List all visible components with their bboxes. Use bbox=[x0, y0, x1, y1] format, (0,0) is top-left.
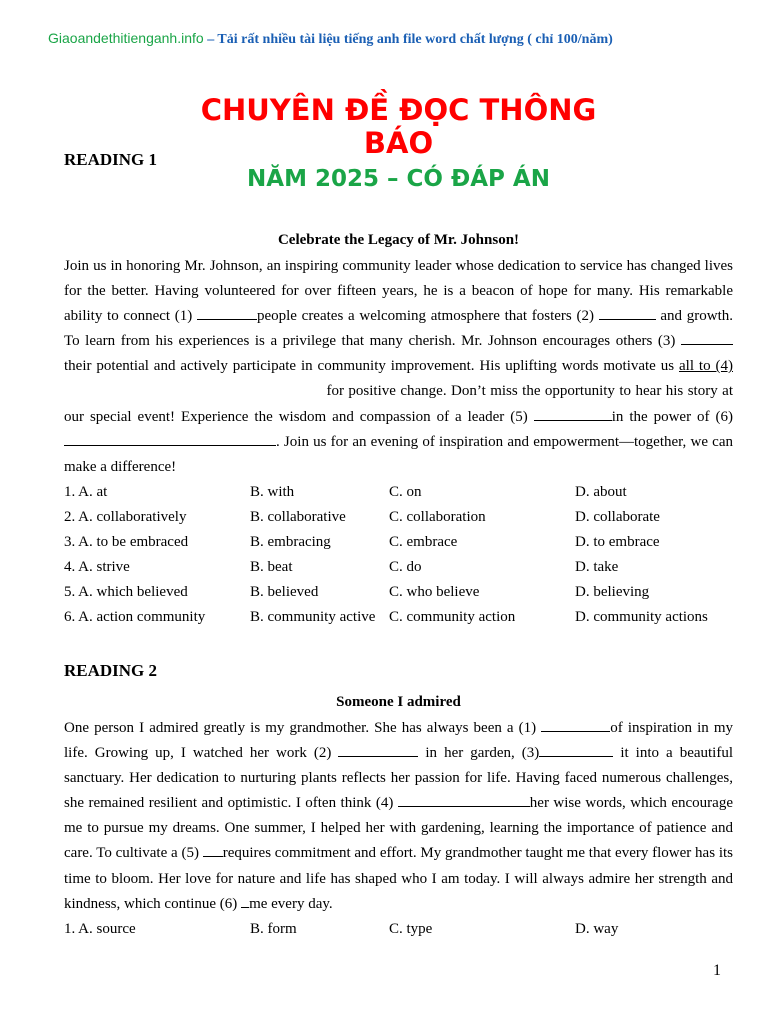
option-row: 1. A. at B. with C. on D. about bbox=[64, 483, 627, 500]
blank-3 bbox=[681, 330, 733, 345]
reading-2-label: READING 2 bbox=[64, 661, 158, 680]
option-row: 2. A. collaboratively B. collaborative C. collaboration D. collaborate bbox=[64, 508, 660, 525]
reading-2-passage: One person I admired greatly is my grandmother. She has always been a (1) of inspiration in my life. Growing up, I watched her work (2) in her garden, (3) it into a beautiful sanctuary. Her dedication to nurturing plants reflects her passion for life. Having faced numerous challenges, she remained resilient and optimistic. I often think (4) her wise words, which encourage me to pursue my dreams. One summer, I helped her with gardening, learning the importance of patience and care. To cultivate a (5) requires commitment and effort. My grandmother taught me that every flower has its time to bloom. Her love for nature and life has shaped who I am today. I will always admire her strength and kindness, which continue (6) me every day. bbox=[64, 716, 733, 917]
blank-1 bbox=[541, 717, 610, 732]
blank-2 bbox=[599, 305, 656, 320]
option-row: 5. A. which believed B. believed C. who believe D. believing bbox=[64, 584, 650, 601]
blank-1 bbox=[197, 305, 257, 320]
reading-1-passage: Join us in honoring Mr. Johnson, an inspiring community leader whose dedication to service has changed lives for the better. Having volunteered for over fifteen years, he is a beacon of hope for many. His remarkable ability to connect (1) people creates a welcoming atmosphere that fosters (2) and growth. To learn from his experiences is a privilege that many cherish. Mr. Johnson encourages others (3) their potential and actively participate in community improvement. His uplifting words motivate us all to (4) for positive change. Don’t miss the opportunity to hear his story at our special event! Experience the wisdom and compassion of a leader (5) in the power of (6) . Join us for an evening of inspiration and empowerment—together, we can make a difference! bbox=[64, 258, 733, 475]
page-header bbox=[48, 30, 613, 48]
option-row: 1. A. source B. form C. type D. way bbox=[64, 920, 619, 937]
reading-2-heading: Someone I admired bbox=[336, 694, 461, 710]
header-tagline: – Tải rất nhiều tài liệu tiếng anh file word chất lượng ( chỉ 100/năm) bbox=[203, 32, 613, 47]
blank-6 bbox=[241, 893, 249, 908]
reading-1-heading: Celebrate the Legacy of Mr. Johnson! bbox=[277, 232, 520, 248]
title-line-1a: CHUYÊN ĐỀ ĐỌC THÔNG bbox=[200, 93, 597, 127]
reading-1-section bbox=[64, 232, 733, 630]
blank-6 bbox=[64, 431, 276, 446]
blank-5 bbox=[203, 842, 223, 857]
reading-2-section bbox=[64, 694, 733, 942]
page-number: 1 bbox=[713, 962, 721, 979]
option-row: 3. A. to be embraced B. embracing C. embrace D. to embrace bbox=[64, 534, 660, 551]
blank-5 bbox=[534, 406, 612, 421]
blank-2 bbox=[338, 742, 418, 757]
blank-3 bbox=[539, 742, 613, 757]
reading-1-label: READING 1 bbox=[64, 150, 158, 169]
option-row: 4. A. strive B. beat C. do D. take bbox=[64, 559, 619, 576]
blank-4 bbox=[398, 792, 530, 807]
title-line-1b: BÁO bbox=[363, 126, 434, 160]
reading-1-options bbox=[64, 480, 733, 631]
reading-2-options bbox=[64, 917, 733, 942]
header-site-link[interactable]: Giaoandethitienganh.info bbox=[48, 30, 204, 46]
document-subtitle: NĂM 2025 – CÓ ĐÁP ÁN bbox=[247, 166, 550, 192]
option-row: 6. A. action community B. community active C. community action D. community actions bbox=[64, 609, 708, 626]
